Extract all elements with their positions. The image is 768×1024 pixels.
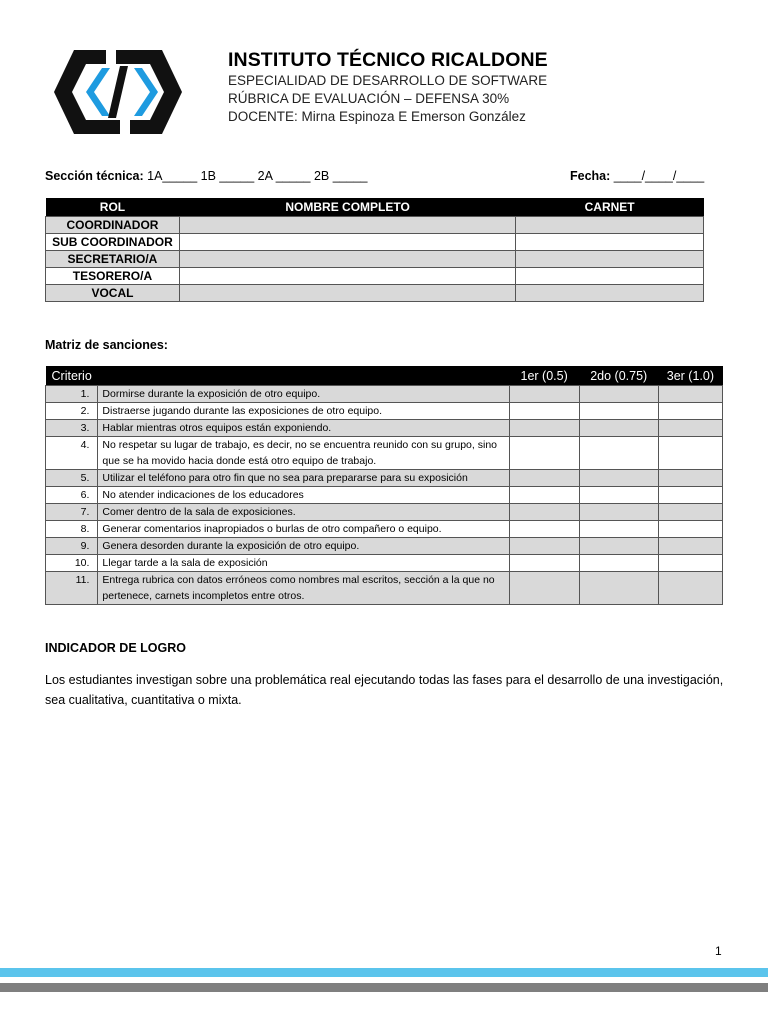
table-row [46,437,723,470]
criterion-number: 7. [46,504,98,521]
third-offense-cell[interactable] [658,420,722,437]
name-cell[interactable] [179,234,515,251]
matrix-header-third: 3er (1.0) [658,366,722,386]
third-offense-cell[interactable] [658,403,722,420]
carnet-cell[interactable] [516,217,704,234]
first-offense-cell[interactable] [509,386,579,403]
carnet-cell[interactable] [516,234,704,251]
table-row [46,470,723,487]
criterion-text: No respetar su lugar de trabajo, es decir, no se encuentra reunido con su grupo, sino que se ha movido hacia donde está otro equipo de trabajo. [98,437,509,470]
role-label: SUB COORDINADOR [46,234,180,251]
second-offense-cell[interactable] [579,403,658,420]
criterion-number: 6. [46,487,98,504]
third-offense-cell[interactable] [658,555,722,572]
matrix-header-first: 1er (0.5) [509,366,579,386]
table-row [46,386,723,403]
role-label: TESORERO/A [46,268,180,285]
role-label: SECRETARIO/A [46,251,180,268]
table-row [46,521,723,538]
first-offense-cell[interactable] [509,521,579,538]
criterion-text: No atender indicaciones de los educadores [98,487,509,504]
sanctions-matrix-label: Matriz de sanciones: [45,338,168,352]
footer-gray-bar [0,983,768,992]
carnet-cell[interactable] [516,268,704,285]
name-cell[interactable] [179,251,515,268]
table-row [46,217,704,234]
table-row [46,572,723,605]
section-date-row [45,169,705,183]
second-offense-cell[interactable] [579,420,658,437]
table-row [46,268,704,285]
first-offense-cell[interactable] [509,420,579,437]
name-cell[interactable] [179,268,515,285]
roles-header-nombre: NOMBRE COMPLETO [179,198,515,217]
first-offense-cell[interactable] [509,504,579,521]
sanctions-matrix-table [45,366,723,605]
carnet-cell[interactable] [516,285,704,302]
first-offense-cell[interactable] [509,437,579,470]
second-offense-cell[interactable] [579,538,658,555]
criterion-text: Llegar tarde a la sala de exposición [98,555,509,572]
indicator-title: INDICADOR DE LOGRO [45,641,186,655]
table-row [46,555,723,572]
role-label: VOCAL [46,285,180,302]
second-offense-cell[interactable] [579,572,658,605]
code-brackets-logo-icon [52,46,184,138]
third-offense-cell[interactable] [658,487,722,504]
indicator-text: Los estudiantes investigan sobre una problemática real ejecutando todas las fases para el desarrollo de una investigación, sea cualitativa, cuantitativa o mixta. [45,673,724,707]
criterion-text: Comer dentro de la sala de exposiciones. [98,504,509,521]
criterion-number: 8. [46,521,98,538]
third-offense-cell[interactable] [658,538,722,555]
page-number: 1 [715,944,722,958]
table-row [46,420,723,437]
document-header [228,48,548,126]
third-offense-cell[interactable] [658,437,722,470]
third-offense-cell[interactable] [658,521,722,538]
table-row [46,403,723,420]
table-row [46,487,723,504]
roles-header-rol: ROL [46,198,180,217]
third-offense-cell[interactable] [658,470,722,487]
first-offense-cell[interactable] [509,555,579,572]
third-offense-cell[interactable] [658,504,722,521]
third-offense-cell[interactable] [658,386,722,403]
second-offense-cell[interactable] [579,504,658,521]
date-label: Fecha: [570,169,611,183]
criterion-text: Utilizar el teléfono para otro fin que no sea para prepararse para su exposición [98,470,509,487]
second-offense-cell[interactable] [579,470,658,487]
roles-header-carnet: CARNET [516,198,704,217]
second-offense-cell[interactable] [579,437,658,470]
first-offense-cell[interactable] [509,572,579,605]
criterion-text: Dormirse durante la exposición de otro equipo. [98,386,509,403]
first-offense-cell[interactable] [509,403,579,420]
teacher-line: DOCENTE: Mirna Espinoza E Emerson González [228,109,526,124]
criterion-text: Hablar mientras otros equipos están exponiendo. [98,420,509,437]
second-offense-cell[interactable] [579,386,658,403]
first-offense-cell[interactable] [509,470,579,487]
footer-blue-bar [0,968,768,977]
criterion-number: 3. [46,420,98,437]
criterion-number: 11. [46,572,98,605]
criterion-number: 2. [46,403,98,420]
criterion-text: Genera desorden durante la exposición de otro equipo. [98,538,509,555]
criterion-text: Distraerse jugando durante las exposiciones de otro equipo. [98,403,509,420]
name-cell[interactable] [179,285,515,302]
first-offense-cell[interactable] [509,538,579,555]
third-offense-cell[interactable] [658,572,722,605]
roles-table [45,198,704,302]
name-cell[interactable] [179,217,515,234]
date-field[interactable]: ____/____/____ [613,169,705,183]
second-offense-cell[interactable] [579,521,658,538]
criterion-number: 1. [46,386,98,403]
matrix-header-second: 2do (0.75) [579,366,658,386]
criterion-text: Entrega rubrica con datos erróneos como nombres mal escritos, sección a la que no pertenece, carnets incompletos entre otros. [98,572,509,605]
table-row [46,251,704,268]
criterion-number: 4. [46,437,98,470]
role-label: COORDINADOR [46,217,180,234]
table-row [46,285,704,302]
second-offense-cell[interactable] [579,487,658,504]
rubric-line: RÚBRICA DE EVALUACIÓN – DEFENSA 30% [228,91,510,106]
table-row [46,504,723,521]
first-offense-cell[interactable] [509,487,579,504]
carnet-cell[interactable] [516,251,704,268]
section-label: Sección técnica: [45,169,144,183]
criterion-number: 10. [46,555,98,572]
table-row [46,234,704,251]
criterion-number: 5. [46,470,98,487]
criterion-number: 9. [46,538,98,555]
matrix-header-criterio: Criterio [46,366,510,386]
criterion-text: Generar comentarios inapropiados o burlas de otro compañero o equipo. [98,521,509,538]
section-options[interactable]: 1A_____ 1B _____ 2A _____ 2B _____ [147,169,368,183]
institution-title: INSTITUTO TÉCNICO RICALDONE [228,49,548,71]
second-offense-cell[interactable] [579,555,658,572]
table-row [46,538,723,555]
specialty-line: ESPECIALIDAD DE DESARROLLO DE SOFTWARE [228,73,548,88]
